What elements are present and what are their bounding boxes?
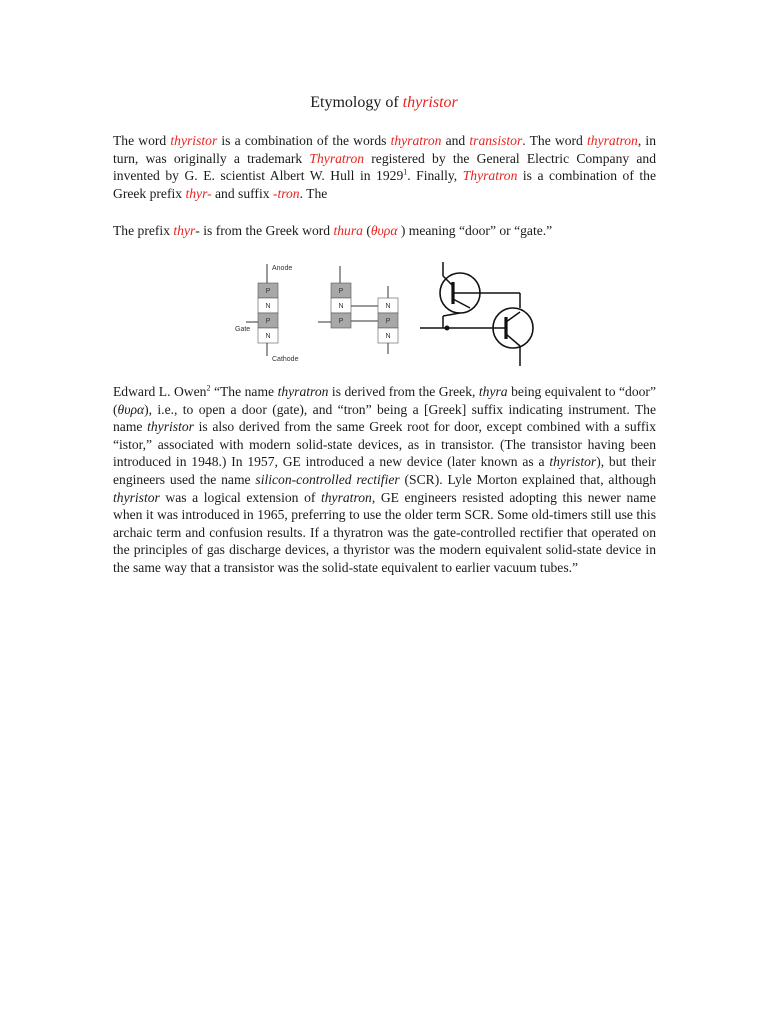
- term-thyratron: thyratron: [390, 133, 442, 148]
- greek-word: θυρα: [370, 223, 401, 238]
- text: ) meaning “door” or “gate.”: [400, 223, 553, 238]
- greek-word: θυρα: [117, 401, 145, 417]
- page-title: [0, 93, 768, 113]
- term-suffix-tron: -tron: [272, 185, 300, 201]
- cathode-label: Cathode: [272, 356, 299, 363]
- text: registered by the General Electric Company and invented by G. E. scientist Albert W. Hull in 1929: [113, 150, 657, 184]
- term-thyratron: thyratron: [320, 489, 372, 505]
- text: - is from the Greek word: [195, 223, 334, 238]
- layer-label: P: [265, 288, 271, 295]
- text: , in turn, was originally a trademark: [113, 133, 656, 166]
- layer-label: N: [265, 333, 271, 340]
- text: and: [441, 133, 470, 148]
- layer-label: P: [385, 318, 391, 325]
- junction-dot-icon: [445, 326, 450, 331]
- footnote-ref-2: 2: [206, 383, 211, 393]
- layer-label: N: [385, 333, 391, 340]
- layer-label: P: [338, 318, 344, 325]
- text: is a combination of the Greek prefix: [113, 168, 656, 201]
- paragraph-intro: [113, 132, 656, 202]
- layer-label: N: [338, 303, 344, 310]
- gate-label: Gate: [235, 326, 251, 333]
- text: . The word: [522, 133, 587, 148]
- layer-label: N: [385, 303, 391, 310]
- text: (SCR). Lyle Morton explained that, although: [399, 471, 656, 487]
- text: is a combination of the words: [217, 133, 391, 148]
- term-prefix-thyr: thyr-: [185, 185, 212, 201]
- text: being equivalent to “door” (: [113, 384, 656, 417]
- text: . Finally,: [407, 168, 463, 184]
- layer-label: P: [265, 318, 271, 325]
- wire: [506, 312, 520, 322]
- layer-label: P: [338, 288, 344, 295]
- text: is derived from the Greek,: [328, 384, 479, 399]
- text: The word: [113, 133, 171, 148]
- text: The prefix: [113, 223, 174, 238]
- term-scr: silicon-controlled rectifier: [255, 471, 400, 487]
- title-term: thyristor: [402, 94, 458, 111]
- title-prefix: Etymology of: [310, 94, 403, 111]
- text: Edward L. Owen: [113, 384, 207, 399]
- text: . The: [299, 185, 328, 201]
- anode-label: Anode: [272, 265, 293, 272]
- wire: [453, 299, 470, 308]
- term-thyratron-trademark: Thyratron: [462, 168, 518, 184]
- text: is also derived from the same Greek root for door, except combined with a suffix “istor,” associated with modern solid-state devices, as in transistor. (The transistor having been introduced in 1948.) In 1957, GE introduced a new device (later known as a: [113, 419, 657, 470]
- text: ), i.e., to open a door (gate), and “tron” being a [Greek] suffix indicating instrument. The name: [113, 401, 656, 435]
- text: , GE engineers resisted adopting this newer name when it was introduced in 1965, preferring to use the older term SCR. Some old-timers still use this archaic term and confusion results. If a thyratron was the gate-controlled rectifier that operated on the principles of gas discharge devices, a thyristor was the modern equivalent solid-state device in the same way that a transistor was the solid-state equivalent to earlier vacuum tubes.”: [113, 489, 656, 575]
- thyristor-diagram: [230, 256, 540, 368]
- layer-label: N: [265, 303, 271, 310]
- term-thyratron: thyratron: [587, 133, 638, 148]
- text: (: [362, 223, 371, 238]
- wire: [506, 334, 520, 346]
- term-transistor: transistor: [469, 133, 523, 148]
- term-thyristor: thyristor: [113, 489, 160, 505]
- term-thura: thura: [333, 223, 363, 238]
- paragraph-prefix: [113, 222, 656, 240]
- term-thyra: thyra: [478, 384, 508, 399]
- term-thyr: thyr: [173, 223, 196, 238]
- text: “The name: [210, 384, 278, 399]
- term-thyristor: thyristor: [147, 419, 194, 435]
- paragraph-owen-quote: [113, 383, 656, 577]
- term-thyratron: thyratron: [277, 384, 329, 399]
- term-thyristor: thyristor: [549, 454, 597, 470]
- term-thyratron-trademark: Thyratron: [309, 150, 365, 166]
- term-thyristor: thyristor: [170, 133, 218, 148]
- footnote-ref-1: 1: [403, 167, 408, 177]
- text: ), but their engineers used the name: [113, 454, 656, 487]
- text: was a logical extension of: [159, 489, 321, 505]
- text: and suffix: [211, 185, 273, 201]
- wire: [443, 313, 460, 316]
